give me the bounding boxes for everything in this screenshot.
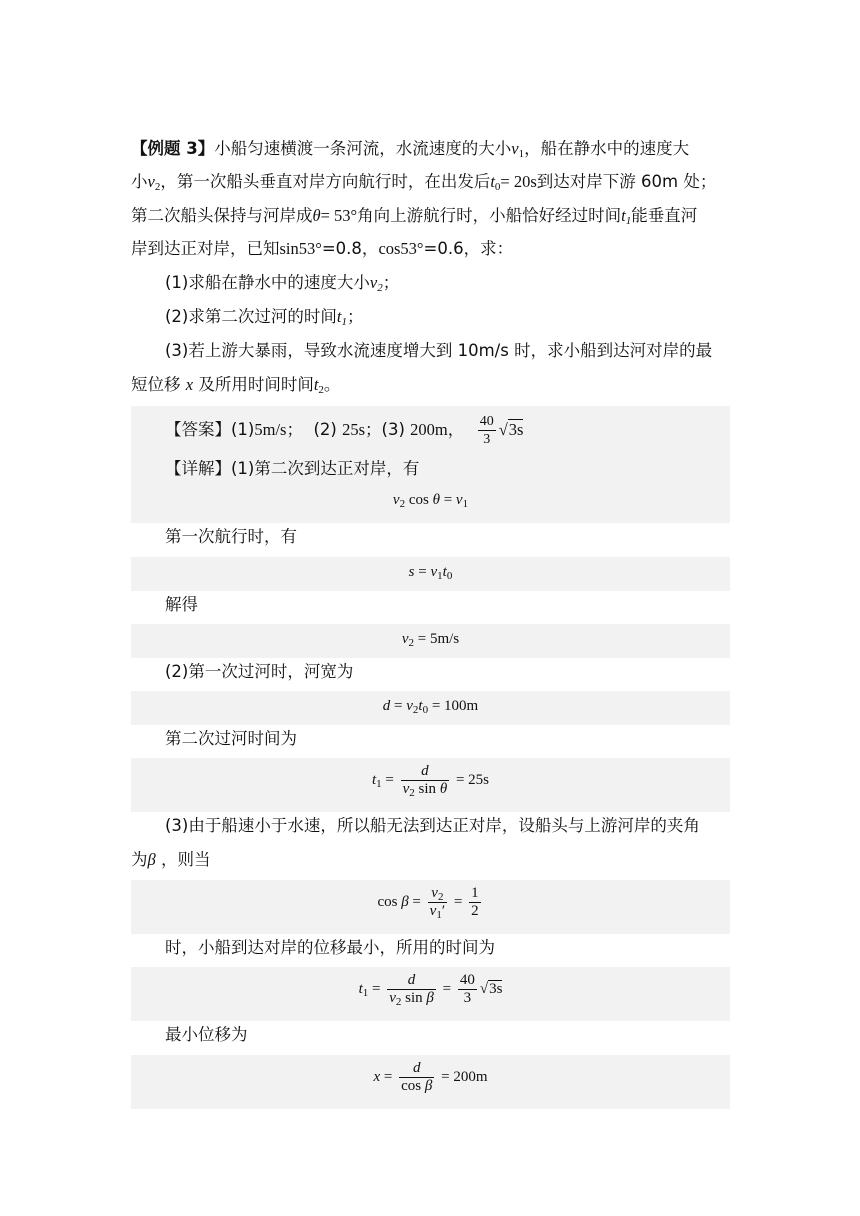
question-part-3-cont: 短位移 x 及所用时间时间$t_2$。 <box>131 375 341 396</box>
equation-cosbeta: cos β = $\frac{v_2}{v_1'}$ = $\frac{1}{2}$ <box>377 885 479 921</box>
equation-v2cos: $v_2$ $\cos \theta = v_1$ <box>392 492 469 510</box>
question-line-2: 小$v_2$，第一次船头垂直对岸方向航行时，在出发后$t_0= 20s$到达对岸下游 60m 处； <box>131 172 717 193</box>
solution-text-3: (2)第一次过河时，河宽为 <box>165 662 354 681</box>
question-part-3: (3)若上游大暴雨，导致水流速度增大到 10m/s 时，求小船到达河对岸的最 <box>165 341 713 360</box>
answer-line: 【答案】(1)5m/s； (2) 25s；(3) 200m， $\frac{40}{3}$ √3s <box>165 414 524 447</box>
solution-text-6: 时，小船到达对岸的位移最小，所用的时间为 <box>165 938 495 957</box>
equation-v2: $v_2 = 5m/s$ <box>401 631 460 649</box>
question-line-1: 【例题 3】小船匀速横渡一条河流，水流速度的大小$v_1$，船在静水中的速度大 <box>131 139 690 160</box>
solution-text-7: 最小位移为 <box>165 1025 248 1044</box>
answer-label: 【答案】 <box>165 420 231 439</box>
equation-t1-min: $t_1$ = $\frac{d}{v_2 \sin \beta}$ = $\frac{40}{3}$ √3s <box>358 972 503 1008</box>
question-part-2: (2)求第二次过河的时间$t_1$； <box>165 307 364 328</box>
solution-text-5b: 为β ，则当 <box>131 850 211 869</box>
equation-s: $s = v_1t_0$ <box>408 564 453 582</box>
solution-text-5a: (3)由于船速小于水速，所以船无法到达正对岸，设船头与上游河岸的夹角 <box>165 816 700 835</box>
answer-fraction: $\frac{40}{3}$ <box>479 414 494 447</box>
equation-t1: $t_1$ = $\frac{d}{v_2 \sin \theta}$ = 25s <box>371 763 489 799</box>
question-line-4: 岸到达正对岸，已知sin53°=0.8，cos53°=0.6，求： <box>131 239 514 258</box>
solution-text-2: 解得 <box>165 595 198 614</box>
solution-label: 【详解】 <box>165 459 231 478</box>
equation-x: x = $\frac{d}{\text{cos β}}$ = 200m <box>373 1060 488 1094</box>
question-line-3: 第二次船头保持与河岸成θ= 53°角向上游航行时，小船恰好经过时间$t_1$能垂直河 <box>131 206 698 227</box>
solution-text-4: 第二次过河时间为 <box>165 729 297 748</box>
equation-d: $d = v_2t_0 = 100m$ <box>382 698 479 716</box>
solution-line-1: 【详解】(1)第二次到达正对岸，有 <box>165 459 420 478</box>
question-label: 【例题 3】 <box>131 139 215 158</box>
solution-text-1: 第一次航行时，有 <box>165 527 297 546</box>
question-part-1: (1)求船在静水中的速度大小$v_2$； <box>165 273 400 294</box>
